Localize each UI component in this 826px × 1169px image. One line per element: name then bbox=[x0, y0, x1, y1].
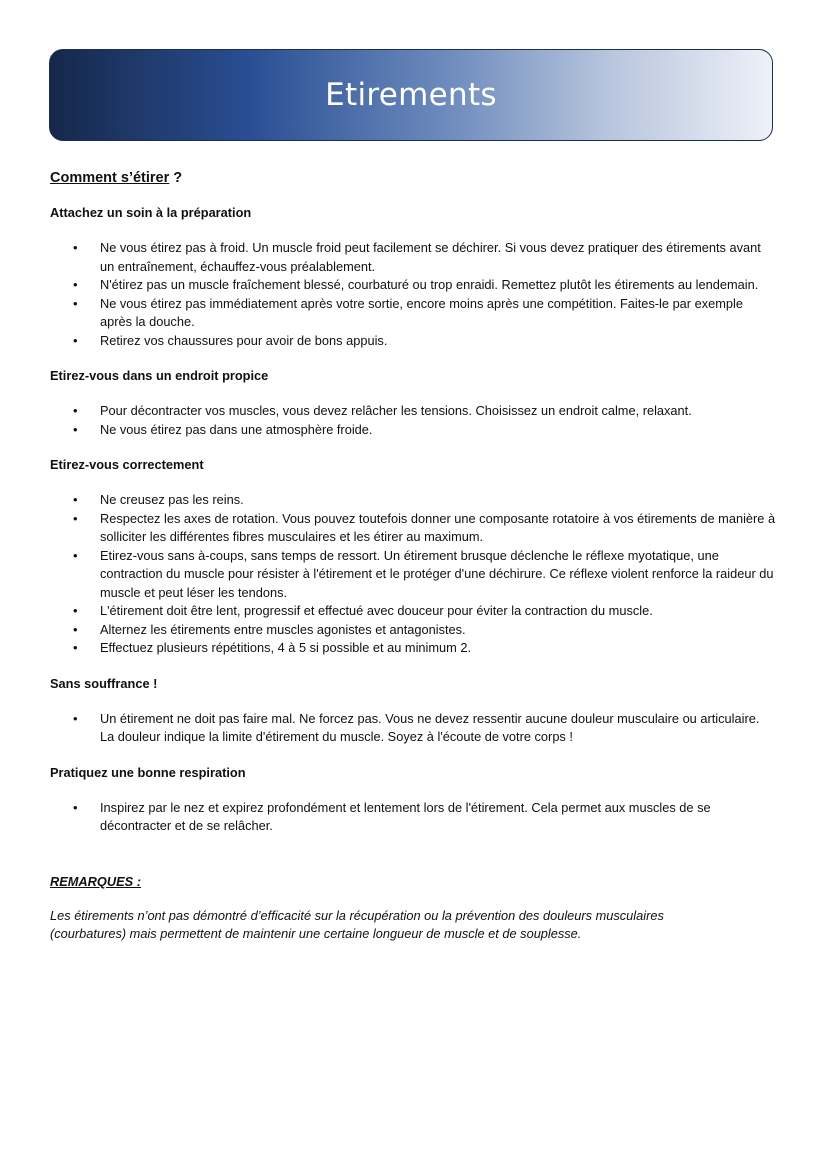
list-item: • Respectez les axes de rotation. Vous pouvez toutefois donner une composante rotatoire à vos étirements de manière à solliciter les différentes fibres musculaires et les étirer au maximum. bbox=[50, 510, 776, 547]
bullet-list bbox=[50, 710, 776, 747]
section-title: Attachez un soin à la préparation bbox=[50, 205, 252, 220]
document-body bbox=[50, 170, 776, 944]
bullet-list bbox=[50, 402, 776, 439]
bullet-list bbox=[50, 239, 776, 350]
main-heading-suffix: ? bbox=[169, 170, 183, 186]
page-title: Etirements bbox=[325, 77, 497, 113]
main-heading-text: Comment s’étirer bbox=[50, 170, 170, 186]
list-item: • Inspirez par le nez et expirez profondément et lentement lors de l'étirement. Cela permet aux muscles de se décontracter et de se relâcher. bbox=[50, 799, 776, 836]
list-item: • Pour décontracter vos muscles, vous devez relâcher les tensions. Choisissez un endroit calme, relaxant. bbox=[50, 402, 776, 421]
section-technique bbox=[50, 457, 776, 658]
section-title: Etirez-vous dans un endroit propice bbox=[50, 368, 269, 383]
list-item: • Alternez les étirements entre muscles agonistes et antagonistes. bbox=[50, 621, 776, 640]
list-item: • Retirez vos chaussures pour avoir de bons appuis. bbox=[50, 332, 776, 351]
section-title: Pratiquez une bonne respiration bbox=[50, 764, 246, 780]
section-preparation bbox=[50, 205, 776, 350]
main-heading bbox=[50, 170, 776, 186]
section-title: Sans souffrance ! bbox=[50, 675, 158, 691]
section-no-pain bbox=[50, 676, 776, 747]
list-item: • L'étirement doit être lent, progressif et effectué avec douceur pour éviter la contraction du muscle. bbox=[50, 602, 776, 621]
section-environment bbox=[50, 368, 776, 439]
remarks-text: Les étirements n’ont pas démontré d’efficacité sur la récupération ou la prévention des douleurs musculaires (courbatures) mais permettent de maintenir une certaine longueur de muscle et de souplesse. bbox=[50, 907, 664, 941]
section-breathing bbox=[50, 765, 776, 836]
list-item: • Etirez-vous sans à-coups, sans temps de ressort. Un étirement brusque déclenche le réflexe myotatique, une contraction du muscle pour résister à l'étirement et le protéger d'une déchirure. Ce réflexe violent renforce la raideur du muscle et peut léser les tendons. bbox=[50, 547, 776, 603]
list-item: • Effectuez plusieurs répétitions, 4 à 5 si possible et au minimum 2. bbox=[50, 639, 776, 658]
list-item: • Ne vous étirez pas dans une atmosphère froide. bbox=[50, 421, 776, 440]
remarks-title: REMARQUES : bbox=[50, 873, 142, 889]
title-banner bbox=[49, 49, 773, 141]
list-item: • Ne vous étirez pas à froid. Un muscle froid peut facilement se déchirer. Si vous devez pratiquer des étirements avant un entraînement, échauffez-vous préalablement. bbox=[50, 239, 776, 276]
bullet-list bbox=[50, 491, 776, 658]
section-title: Etirez-vous correctement bbox=[50, 457, 204, 472]
list-item: • Ne creusez pas les reins. bbox=[50, 491, 776, 510]
list-item: • N'étirez pas un muscle fraîchement blessé, courbaturé ou trop enraidi. Remettez plutôt les étirements au lendemain. bbox=[50, 276, 776, 295]
bullet-list bbox=[50, 799, 776, 836]
list-item: • Ne vous étirez pas immédiatement après votre sortie, encore moins après une compétition. Faites-le par exemple après la douche. bbox=[50, 295, 776, 332]
list-item: • Un étirement ne doit pas faire mal. Ne forcez pas. Vous ne devez ressentir aucune douleur musculaire ou articulaire. La douleur indique la limite d'étirement du muscle. Soyez à l'écoute de votre corps ! bbox=[50, 710, 776, 747]
